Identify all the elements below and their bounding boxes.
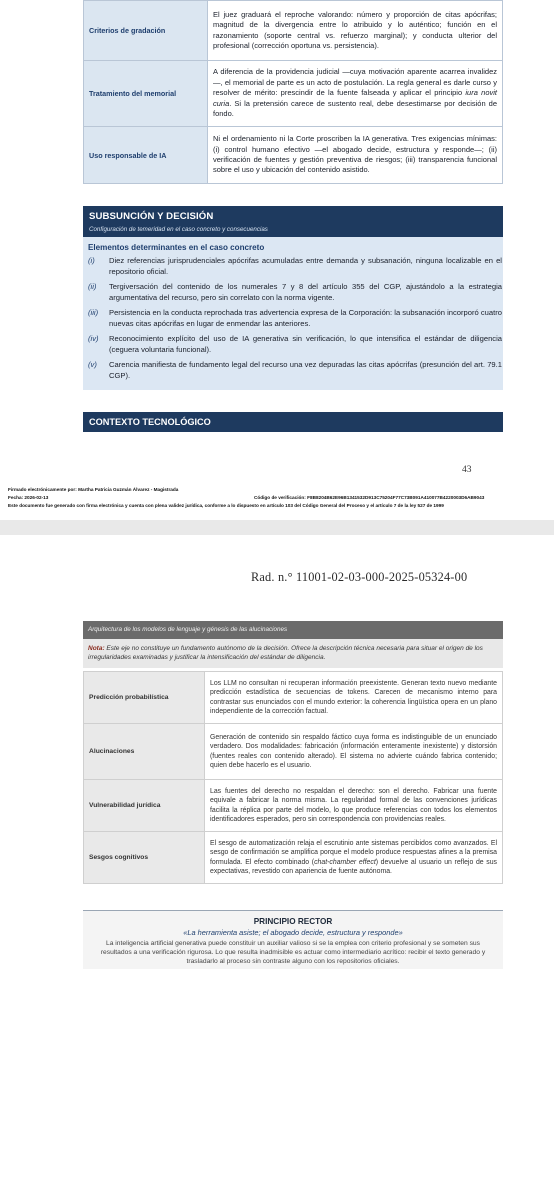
- item-text: Tergiversación del contenido de los numerales 7 y 8 del artículo 355 del CGP, ajustándolo a la estrategia argumentativa del recurso, pero sin correlato con la norma vigente.: [109, 282, 502, 302]
- elements-title: Elementos determinantes en el caso concreto: [88, 243, 265, 252]
- item-number: (i): [88, 256, 95, 265]
- row-label: Criterios de gradación: [84, 1, 208, 61]
- item-number: (iii): [88, 308, 99, 317]
- architecture-table: [83, 671, 503, 884]
- item-number: (ii): [88, 282, 97, 291]
- item-number: (iv): [88, 334, 99, 343]
- row-text: Las fuentes del derecho no respaldan el derecho: son el derecho. Fabricar una fuente equivale a fabricar la norma misma. La regularidad formal de las convenciones jurídicas facilita la réplica por parte del modelo, lo que produce referencias con todos los elementos identificadores esperados, pero sin correspondencia con providencias reales.: [205, 780, 503, 832]
- signature-legal-note: Este documento fue generado con firma electrónica y cuenta con plena validez jurídica, conforme a lo dispuesto en artículo 103 del Código General del Proceso y el artículo 7 de la ley 527 de 1999: [8, 503, 444, 508]
- table-row: [84, 127, 503, 184]
- row-text-italic: chat-chamber effect: [314, 858, 376, 866]
- row-text: [208, 61, 503, 127]
- row-text: Generación de contenido sin respaldo fáctico cuya forma es indistinguible de un enunciado verdadero. Dos modalidades: fabricación (información enteramente inexistente) y distorsión (fuentes reales con contenido alterado). El sistema no advierte cuándo fabrica contenido; quien debe hacerlo es el usuario.: [205, 724, 503, 780]
- row-text-end: . Si la pretensión carece de sustento real, debe desestimarse por decisión de fondo.: [213, 98, 497, 119]
- row-label: Uso responsable de IA: [84, 127, 208, 184]
- criteria-table: [83, 0, 503, 184]
- row-text-italic: iura novit curia: [213, 88, 497, 108]
- principle-quote: «La herramienta asiste; el abogado decide, estructura y responde»: [183, 928, 403, 937]
- signature-line: Firmado electrónicamente por: Martha Patricia Guzmán Álvarez - Magistrada: [8, 487, 179, 492]
- row-text: Los LLM no consultan ni recuperan información preexistente. Generan texto nuevo mediante predicción estadística de secuencias de tokens. Carecen de mecanismo interno para contrastar sus enunciados con el mundo exterior: la coherencia lingüística opera en un plano independiente de la corrección factual.: [205, 672, 503, 724]
- page-44: [0, 535, 554, 1200]
- row-text-plain: A diferencia de la providencia judicial —cuya motivación aparente acarrea invalidez—, el memorial de parte es un acto de postulación. La regla general es darle curso y resolver de mérito: prescindir de la fuente falseada y aplicar el principio: [213, 67, 497, 98]
- table-row: [84, 672, 503, 724]
- note-body: Este eje no constituye un fundamento autónomo de la decisión. Ofrece la descripción técnica necesaria para situar el origen de los irregularidades examinadas y justificar la intensificación del estándar de diligencia.: [88, 645, 483, 661]
- principle-title: PRINCIPIO RECTOR: [253, 917, 333, 926]
- item-text: Reconocimiento explícito del uso de IA generativa sin verificación, lo que intensifica el estándar de diligencia (ceguera voluntaria funcional).: [109, 334, 502, 354]
- verification-code: Código de verificación: F8B8204B62E96B1341532D913C75204F77C73B091A410077B4220003D6AB9043: [254, 495, 485, 500]
- architecture-header: [83, 621, 503, 639]
- page-separator: [0, 520, 554, 535]
- item-text: Carencia manifiesta de fundamento legal del recurso una vez depuradas las citas apócrifas (presunción del art. 79.1 CGP).: [109, 360, 502, 380]
- item-text: Diez referencias jurisprudenciales apócrifas acumuladas entre demanda y subsanación, ninguna localizable en el repositorio oficial.: [109, 256, 502, 276]
- principle-body: La inteligencia artificial generativa puede constituir un auxiliar valioso si se la emplea con criterio profesional y se someten sus resultados a una verificación rigurosa. Lo que resulta inadmisible es actuar como intermediario acrítico: recibir el texto generado y trasladarlo al proceso sin contraste alguno con los repositorios oficiales.: [100, 940, 486, 966]
- row-text-end: ) devuelve al usuario un reflejo de sus expectativas, revestido con apariencia de fuente autónoma.: [210, 858, 497, 875]
- item-text: Persistencia en la conducta reprochada tras advertencia expresa de la Corporación: la subsanación incorporó cuatro nuevas citas apócrifas en lugar de enmendar las anteriores.: [109, 308, 502, 328]
- radicado-number: Rad. n.° 11001-02-03-000-2025-05324-00: [251, 570, 468, 584]
- section-title: CONTEXTO TECNOLÓGICO: [89, 417, 211, 427]
- architecture-title: Arquitectura de los modelos de lenguaje y génesis de las alucinaciones: [88, 626, 288, 633]
- section-title: SUBSUNCIÓN Y DECISIÓN: [89, 211, 214, 222]
- note-label: Nota:: [88, 645, 105, 652]
- row-text: El juez graduará el reproche valorando: número y proporción de citas apócrifas; magnitud de la divergencia entre lo atribuido y lo auténtico; función en el razonamiento (soporte central vs. refuerzo marginal); y conducta ulterior del profesional (corrección oportuna vs. persistencia).: [208, 1, 503, 61]
- signature-date: Fecha: 2026-02-13: [8, 495, 49, 500]
- row-label: Sesgos cognitivos: [84, 832, 205, 884]
- section-header-contexto: [83, 412, 503, 432]
- row-label: Tratamiento del memorial: [84, 61, 208, 127]
- table-row: [84, 832, 503, 884]
- row-text: [205, 832, 503, 884]
- row-text: Ni el ordenamiento ni la Corte proscriben la IA generativa. Tres exigencias mínimas: (i) control humano efectivo —el abogado decide, estructura y responde—; (ii) verificación de fuentes y gestión preventiva de riesgos; (iii) transparencia funcional sobre el uso y ubicación del contenido asistido.: [208, 127, 503, 184]
- table-row: [84, 61, 503, 127]
- row-text-plain: El sesgo de automatización relaja el escrutinio ante sistemas percibidos como avanzados. El sesgo de confirmación se amplifica porque el modelo produce respuestas afines a la premisa formulada. El efecto combinado (: [210, 839, 497, 866]
- note-box: [83, 639, 503, 668]
- note-text: [88, 644, 500, 662]
- item-number: (v): [88, 360, 97, 369]
- page-43: [0, 0, 554, 520]
- table-row: [84, 780, 503, 832]
- row-label: Predicción probabilística: [84, 672, 205, 724]
- section-header-subsuncion: [83, 206, 503, 237]
- section-subtitle: Configuración de temeridad en el caso concreto y consecuencias: [89, 226, 268, 233]
- table-row: [84, 724, 503, 780]
- row-label: Alucinaciones: [84, 724, 205, 780]
- table-row: [84, 1, 503, 61]
- row-label: Vulnerabilidad jurídica: [84, 780, 205, 832]
- elements-box: [83, 237, 503, 390]
- principle-box: [83, 910, 503, 969]
- page-number: 43: [462, 465, 472, 475]
